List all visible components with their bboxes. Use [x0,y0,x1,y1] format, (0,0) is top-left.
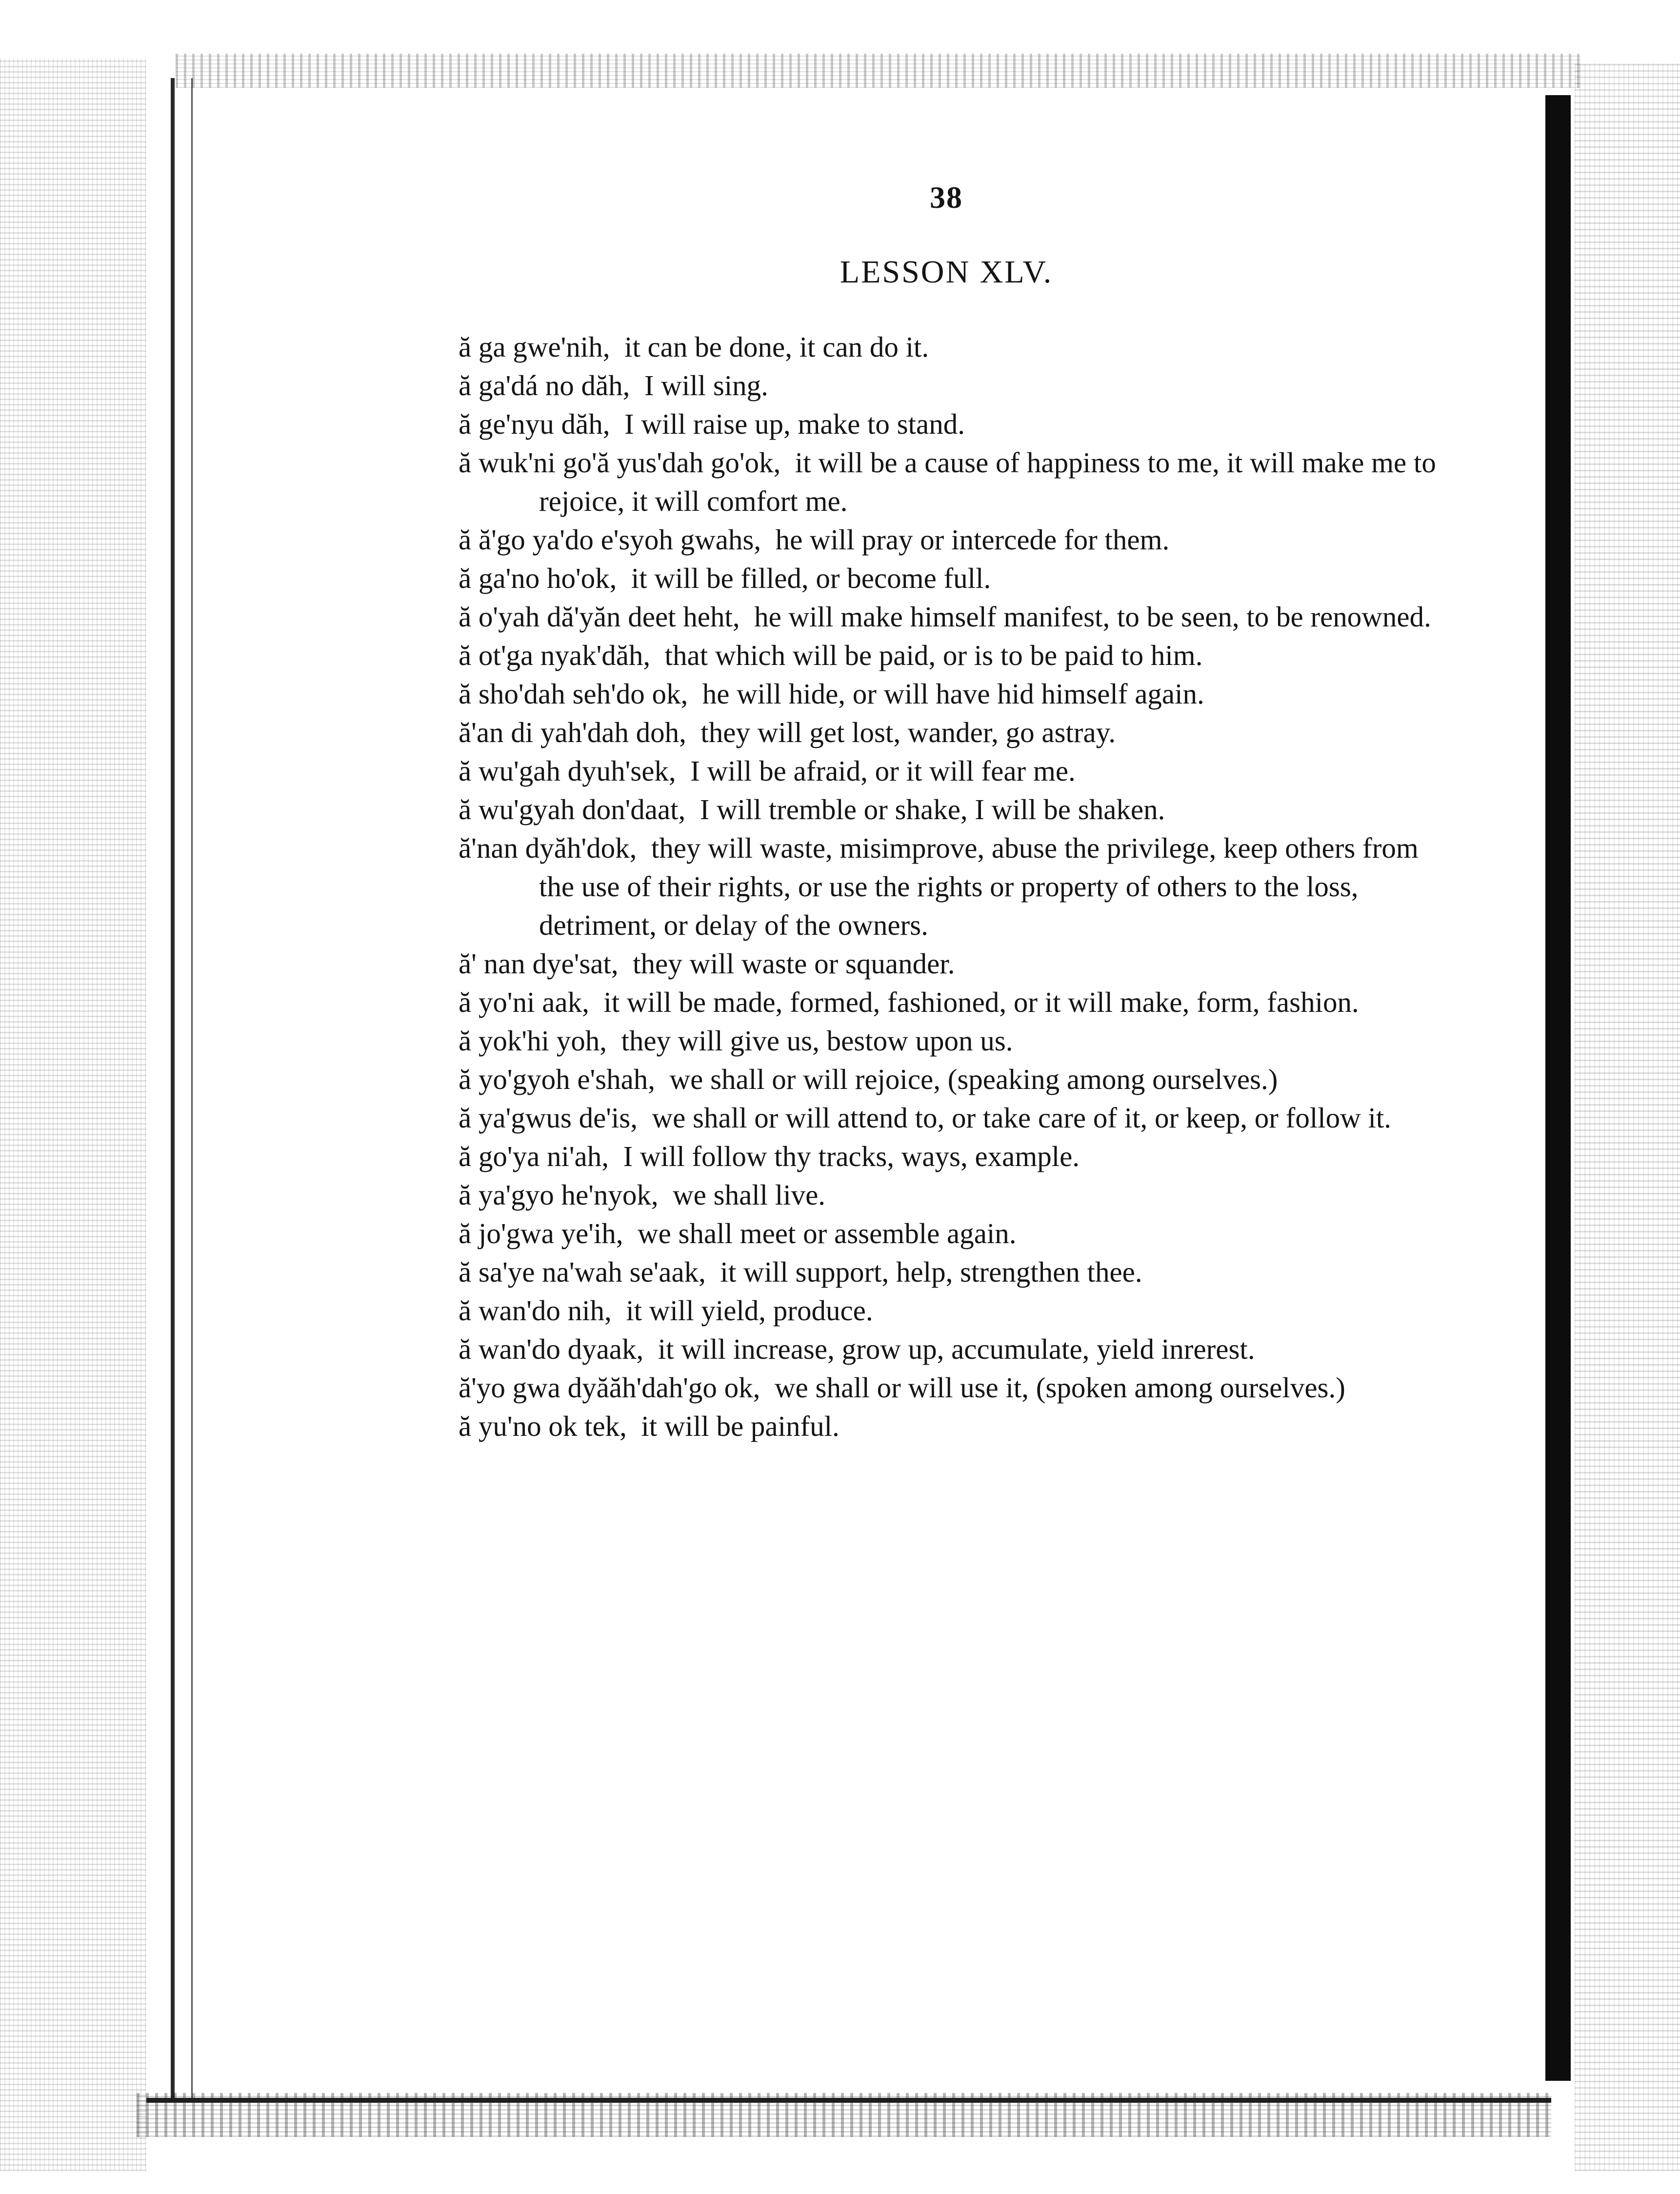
entry-gloss: we shall meet or assemble again. [637,1217,1017,1249]
entry-gloss: we shall or will attend to, or take care of it, or keep, or follow it. [652,1102,1392,1134]
entry-gloss: he will hide, or will have hid himself again. [702,678,1204,710]
entry-gloss: it will be a cause of happiness to me, it will make me to rejoice, it will comfort me. [539,446,1436,517]
entry-term: ă'yo gwa dyăăh'dah'go ok, [459,1371,760,1404]
entry-term: ă jo'gwa ye'ih, [459,1217,623,1249]
entry-term: ă ot'ga nyak'dăh, [459,639,651,671]
vocabulary-entry [459,829,1444,945]
entry-term: ă sa'ye na'wah se'aak, [459,1256,706,1288]
entry-term: ă yok'hi yoh, [459,1025,607,1057]
entry-term: ă'an di yah'dah doh, [459,716,686,748]
entry-gloss: it will increase, grow up, accumulate, yield inrerest. [658,1333,1255,1365]
vocabulary-entry [459,521,1444,559]
vocabulary-entry [459,636,1444,675]
entry-term: ă wan'do dyaak, [459,1333,644,1365]
entry-gloss: he will make himself manifest, to be seen, to be renowned. [754,601,1431,633]
entry-gloss: they will waste or squander. [633,947,955,980]
entry-gloss: it will support, help, strengthen thee. [720,1256,1142,1288]
binding-line-inner [191,78,193,2103]
entry-term: ă ga'no ho'ok, [459,562,617,594]
entry-gloss: I will sing. [644,369,768,402]
entry-term: ă wu'gah dyuh'sek, [459,755,676,787]
entry-gloss: I will follow thy tracks, ways, example. [623,1140,1080,1172]
entry-gloss: I will tremble or shake, I will be shaken. [700,793,1165,825]
vocabulary-entry [459,1253,1444,1291]
page-number: 38 [930,180,963,215]
entry-term: ă ă'go ya'do e'syoh gwahs, [459,523,761,556]
vocabulary-entry [459,405,1444,443]
entry-gloss: it will yield, produce. [626,1294,873,1327]
entry-term: ă ya'gwus de'is, [459,1102,638,1134]
entry-term: ă wu'gyah don'daat, [459,793,686,825]
entry-gloss: they will give us, bestow upon us. [621,1025,1013,1057]
entry-term: ă o'yah dă'yăn deet heht, [459,601,740,633]
vocabulary-entry [459,1330,1444,1369]
entry-gloss: that which will be paid, or is to be paid to him. [664,639,1203,671]
vocabulary-list [459,328,1444,1446]
vocabulary-entry [459,1022,1444,1060]
vocabulary-entry [459,752,1444,790]
entry-term: ă yu'no ok tek, [459,1410,627,1442]
vocabulary-entry [459,366,1444,405]
entry-gloss: he will pray or intercede for them. [775,523,1170,556]
entry-term: ă ge'nyu dăh, [459,408,610,440]
page-edge-left [0,59,146,2171]
vocabulary-entry [459,945,1444,983]
lesson-title: LESSON XLV. [840,254,1053,290]
vocabulary-entry [459,675,1444,713]
vocabulary-entry [459,713,1444,752]
entry-gloss: I will be afraid, or it will fear me. [690,755,1076,787]
entry-gloss: they will waste, misimprove, abuse the privilege, keep others from the use of their rights, or use the rights or property of others to the loss, detriment, or delay of the owners. [539,832,1419,941]
vocabulary-entry [459,1291,1444,1330]
entry-term: ă go'ya ni'ah, [459,1140,609,1172]
vocabulary-entry [459,1060,1444,1099]
page-edge-bottom-line [146,2098,1551,2103]
vocabulary-entry [459,790,1444,829]
entry-gloss: it will be filled, or become full. [631,562,991,594]
entry-term: ă ga'dá no dăh, [459,369,630,402]
vocabulary-entry [459,1137,1444,1176]
vocabulary-entry [459,443,1444,521]
vocabulary-entry [459,1176,1444,1214]
entry-gloss: it will be made, formed, fashioned, or it will make, form, fashion. [603,986,1359,1018]
vocabulary-entry [459,559,1444,598]
vocabulary-entry [459,1099,1444,1137]
vocabulary-entry [459,983,1444,1022]
entry-term: ă yo'ni aak, [459,986,589,1018]
binding-line [171,78,175,2103]
vocabulary-entry [459,1407,1444,1446]
vocabulary-entry [459,598,1444,636]
entry-gloss: they will get lost, wander, go astray. [700,716,1116,748]
page-edge-right-shadow [1545,95,1571,2081]
entry-gloss: it will be painful. [641,1410,840,1442]
page-edge-right [1575,63,1680,2171]
entry-gloss: we shall or will use it, (spoken among ourselves.) [774,1371,1345,1404]
entry-term: ă wuk'ni go'ă yus'dah go'ok, [459,446,781,479]
page-edge-top [176,54,1580,88]
entry-gloss: we shall live. [673,1179,826,1211]
entry-gloss: it can be done, it can do it. [624,331,929,363]
entry-term: ă ya'gyo he'nyok, [459,1179,659,1211]
entry-term: ă yo'gyoh e'shah, [459,1063,656,1095]
entry-term: ă' nan dye'sat, [459,947,619,980]
entry-term: ă ga gwe'nih, [459,331,610,363]
entry-term: ă'nan dyăh'dok, [459,832,637,864]
vocabulary-entry [459,1369,1444,1407]
vocabulary-entry [459,328,1444,366]
entry-term: ă wan'do nih, [459,1294,612,1327]
entry-gloss: we shall or will rejoice, (speaking among ourselves.) [669,1063,1278,1095]
entry-gloss: I will raise up, make to stand. [624,408,965,440]
vocabulary-entry [459,1214,1444,1253]
entry-term: ă sho'dah seh'do ok, [459,678,688,710]
